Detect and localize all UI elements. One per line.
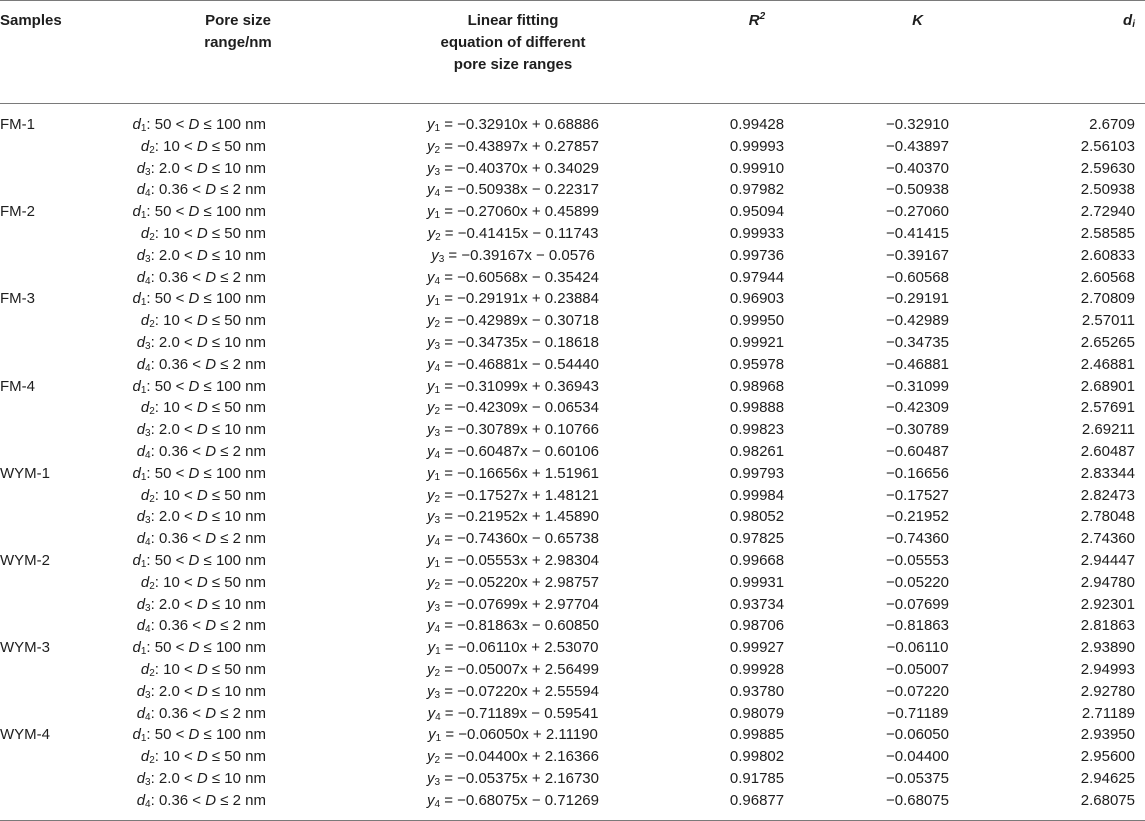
- cell-k: −0.04400: [886, 748, 949, 766]
- cell-r2: 0.97982: [729, 181, 785, 199]
- cell-pore-size-range: $d_3$: 2.0 < D ≤ 10 nm: [136, 682, 266, 701]
- table-row: [0, 288, 1145, 310]
- cell-di: 2.71189: [1081, 704, 1135, 722]
- cell-r2: 0.97944: [729, 268, 785, 286]
- cell-equation: $y_1 = -0.06050x + 2.11190$: [428, 726, 598, 745]
- header-samples: Samples: [0, 1, 118, 104]
- table-row: [0, 528, 1145, 550]
- cell-r2: 0.99931: [729, 573, 785, 591]
- cell-equation: $y_4 = -0.81863x - 0.60850$: [427, 617, 599, 636]
- cell-sample: [0, 768, 118, 790]
- cell-di: 2.72940: [1080, 203, 1135, 221]
- table-row: [0, 158, 1145, 180]
- cell-pore-size-range: $d_1$: 50 < D ≤ 100 nm: [132, 551, 266, 570]
- cell-r2: 0.99928: [729, 660, 785, 678]
- cell-sample: [0, 506, 118, 528]
- cell-r2: 0.99888: [729, 399, 785, 417]
- cell-sample: [0, 245, 118, 267]
- header-di-text: $d_i$: [1123, 12, 1135, 30]
- cell-sample: [0, 441, 118, 463]
- table-row: [0, 376, 1145, 398]
- cell-sample: FM-3: [0, 290, 35, 308]
- table-row: [0, 615, 1145, 637]
- table-row: [0, 419, 1145, 441]
- cell-k: −0.46881: [886, 355, 949, 373]
- cell-r2: 0.99927: [729, 639, 785, 657]
- cell-r2: 0.99933: [729, 224, 785, 242]
- cell-r2: 0.95978: [729, 355, 785, 373]
- cell-r2: 0.98706: [729, 617, 785, 635]
- cell-k: −0.05220: [886, 573, 949, 591]
- cell-equation: $y_4 = -0.60568x - 0.35424$: [427, 268, 599, 287]
- table-body: [0, 104, 1145, 821]
- cell-di: 2.68075: [984, 790, 1145, 820]
- cell-di: 2.94625: [1080, 769, 1135, 787]
- cell-sample: FM-4: [0, 377, 35, 395]
- header-r2: [668, 1, 826, 104]
- table-row: [0, 397, 1145, 419]
- cell-sample: [0, 703, 118, 725]
- cell-pore-size-range: $d_3$: 2.0 < D ≤ 10 nm: [136, 333, 266, 352]
- cell-k: −0.50938: [886, 181, 949, 199]
- table-row: [0, 310, 1145, 332]
- header-row: [0, 1, 1145, 104]
- cell-r2: 0.98052: [729, 508, 785, 526]
- cell-equation: $y_3 = -0.30789x + 0.10766$: [427, 421, 599, 440]
- cell-pore-size-range: $d_1$: 50 < D ≤ 100 nm: [132, 203, 266, 222]
- cell-k: −0.81863: [886, 617, 949, 635]
- cell-sample: [0, 136, 118, 158]
- cell-equation: $y_1 = -0.29191x + 0.23884$: [427, 290, 599, 309]
- cell-di: 2.92301: [1080, 595, 1135, 613]
- cell-sample: FM-2: [0, 203, 35, 221]
- table-row: [0, 485, 1145, 507]
- table-row: [0, 136, 1145, 158]
- cell-k: −0.31099: [886, 377, 949, 395]
- cell-pore-size-range: $d_1$: 50 < D ≤ 100 nm: [132, 464, 266, 483]
- table-row: [0, 245, 1145, 267]
- cell-sample: WYM-4: [0, 726, 50, 744]
- cell-r2: 0.99984: [729, 486, 785, 504]
- cell-k: −0.05375: [886, 769, 949, 787]
- cell-pore-size-range: $d_1$: 50 < D ≤ 100 nm: [132, 726, 266, 745]
- cell-r2: 0.93780: [729, 682, 785, 700]
- cell-k: −0.71189: [886, 704, 949, 722]
- cell-pore-size-range: $d_4$: 0.36 < D ≤ 2 nm: [136, 355, 266, 374]
- cell-r2: 0.93734: [729, 595, 785, 613]
- cell-r2: 0.98261: [729, 442, 785, 460]
- header-di: [984, 1, 1145, 104]
- cell-sample: [0, 746, 118, 768]
- cell-equation: $y_3 = -0.07699x + 2.97704$: [427, 595, 599, 614]
- cell-r2: 0.99802: [729, 748, 785, 766]
- cell-pore-size-range: $d_1$: 50 < D ≤ 100 nm: [132, 290, 266, 309]
- cell-r2: 0.99668: [729, 551, 785, 569]
- cell-sample: [0, 615, 118, 637]
- cell-r2: 0.99921: [729, 333, 785, 351]
- cell-r2: 0.96903: [729, 290, 785, 308]
- table-row: [0, 267, 1145, 289]
- cell-k: −0.74360: [886, 530, 949, 548]
- cell-equation: $y_3 = -0.34735x - 0.18618$: [427, 333, 599, 352]
- cell-di: 2.93890: [1080, 639, 1135, 657]
- cell-k: −0.34735: [886, 333, 949, 351]
- cell-di: 2.70809: [1080, 290, 1135, 308]
- cell-k: −0.40370: [886, 159, 949, 177]
- cell-sample: [0, 419, 118, 441]
- cell-k: −0.60487: [886, 442, 949, 460]
- cell-r2: 0.98079: [729, 704, 785, 722]
- cell-equation: $y_1 = -0.27060x + 0.45899$: [427, 203, 599, 222]
- table-row: [0, 746, 1145, 768]
- cell-di: 2.94993: [1080, 660, 1135, 678]
- cell-k: −0.32910: [886, 116, 949, 133]
- cell-r2: 0.98968: [729, 377, 785, 395]
- cell-sample: [0, 354, 118, 376]
- cell-di: 2.94780: [1080, 573, 1135, 591]
- cell-pore-size-range: $d_3$: 2.0 < D ≤ 10 nm: [136, 508, 266, 527]
- cell-pore-size-range: $d_1$: 50 < D ≤ 100 nm: [132, 639, 266, 658]
- cell-r2: 0.96877: [668, 790, 826, 820]
- table-row: [0, 790, 1145, 820]
- header-r2-text: $R^2$: [748, 11, 766, 29]
- table-row: [0, 768, 1145, 790]
- cell-pore-size-range: $d_1$: 50 < D ≤ 100 nm: [132, 377, 266, 396]
- table-row: [0, 550, 1145, 572]
- cell-k: −0.41415: [886, 224, 949, 242]
- cell-r2: 0.97825: [729, 530, 785, 548]
- cell-di: 2.50938: [1080, 181, 1135, 199]
- table-row: [0, 572, 1145, 594]
- cell-di: 2.58585: [1080, 224, 1135, 242]
- cell-equation: $y_4 = -0.46881x - 0.54440$: [427, 355, 599, 374]
- table-row: [0, 332, 1145, 354]
- cell-di: 2.60833: [1080, 246, 1135, 264]
- cell-sample: [0, 790, 118, 820]
- cell-sample: WYM-1: [0, 464, 50, 482]
- cell-sample: FM-1: [0, 116, 35, 133]
- cell-sample: [0, 485, 118, 507]
- cell-equation: $y_3 = -0.05375x + 2.16730$: [427, 769, 599, 788]
- cell-di: 2.92780: [1080, 682, 1135, 700]
- cell-k: −0.05007: [886, 660, 949, 678]
- header-k-text: K: [912, 12, 923, 29]
- cell-k: −0.06110: [886, 639, 949, 657]
- cell-pore-size-range: $d_2$: 10 < D ≤ 50 nm: [140, 573, 266, 592]
- table-row: [0, 681, 1145, 703]
- cell-sample: [0, 332, 118, 354]
- cell-r2: 0.99885: [729, 726, 785, 744]
- table-row: [0, 441, 1145, 463]
- cell-sample: [0, 681, 118, 703]
- table-row: [0, 506, 1145, 528]
- cell-equation: $y_3 = -0.07220x + 2.55594$: [427, 682, 599, 701]
- cell-equation: $y_4 = -0.74360x - 0.65738$: [427, 530, 599, 549]
- cell-equation: $y_1 = -0.06110x + 2.53070$: [427, 639, 599, 658]
- cell-pore-size-range: $d_4$: 0.36 < D ≤ 2 nm: [136, 704, 266, 723]
- cell-pore-size-range: $d_3$: 2.0 < D ≤ 10 nm: [136, 246, 266, 265]
- cell-equation: $y_2 = -0.05220x + 2.98757$: [427, 573, 599, 592]
- cell-pore-size-range: $d_4$: 0.36 < D ≤ 2 nm: [136, 268, 266, 287]
- cell-sample: [0, 594, 118, 616]
- cell-di: 2.65265: [1080, 333, 1135, 351]
- cell-equation: $y_2 = -0.42989x - 0.30718$: [427, 312, 599, 331]
- cell-di: 2.94447: [1080, 551, 1135, 569]
- cell-equation: $y_3 = -0.21952x + 1.45890$: [427, 508, 599, 527]
- cell-sample: [0, 179, 118, 201]
- table-row: [0, 703, 1145, 725]
- cell-equation: $y_2 = -0.17527x + 1.48121$: [427, 486, 599, 505]
- cell-equation: $y_4 = -0.68075x - 0.71269$: [358, 790, 668, 820]
- cell-di: 2.95600: [1080, 748, 1135, 766]
- cell-pore-size-range: $d_4$: 0.36 < D ≤ 2 nm: [136, 181, 266, 200]
- cell-k: −0.42989: [886, 312, 949, 330]
- cell-equation: $y_1 = -0.31099x + 0.36943$: [427, 377, 599, 396]
- header-pore-size-range: Pore size range/nm: [118, 1, 358, 104]
- cell-sample: [0, 397, 118, 419]
- cell-equation: $y_2 = -0.05007x + 2.56499$: [427, 660, 599, 679]
- cell-di: 2.57691: [1080, 399, 1135, 417]
- cell-sample: [0, 572, 118, 594]
- cell-pore-size-range: $d_4$: 0.36 < D ≤ 2 nm: [136, 442, 266, 461]
- cell-pore-size-range: $d_3$: 2.0 < D ≤ 10 nm: [136, 159, 266, 178]
- cell-di: 2.74360: [1080, 530, 1135, 548]
- cell-di: 2.69211: [1081, 421, 1135, 439]
- cell-di: 2.60568: [1080, 268, 1135, 286]
- cell-k: −0.39167: [886, 246, 949, 264]
- cell-di: 2.60487: [1080, 442, 1135, 460]
- cell-equation: $y_4 = -0.60487x - 0.60106$: [427, 442, 599, 461]
- cell-di: 2.83344: [1080, 464, 1135, 482]
- cell-sample: [0, 528, 118, 550]
- table-row: [0, 104, 1145, 136]
- cell-k: −0.16656: [886, 464, 949, 482]
- cell-sample: WYM-2: [0, 551, 50, 569]
- cell-k: −0.07699: [886, 595, 949, 613]
- header-k: [826, 1, 984, 104]
- table-row: [0, 594, 1145, 616]
- cell-equation: $y_4 = -0.50938x - 0.22317$: [427, 181, 599, 200]
- cell-pore-size-range: $d_2$: 10 < D ≤ 50 nm: [140, 748, 266, 767]
- cell-equation: $y_2 = -0.04400x + 2.16366$: [427, 748, 599, 767]
- cell-equation: $y_1 = -0.16656x + 1.51961$: [427, 464, 599, 483]
- cell-equation: $y_2 = -0.43897x + 0.27857$: [427, 137, 599, 156]
- cell-k: −0.60568: [886, 268, 949, 286]
- table-row: [0, 354, 1145, 376]
- cell-pore-size-range: $d_1$: 50 < D ≤ 100 nm: [132, 116, 266, 134]
- table-row: [0, 463, 1145, 485]
- cell-di: 2.93950: [1080, 726, 1135, 744]
- cell-k: −0.05553: [886, 551, 949, 569]
- cell-k: −0.21952: [886, 508, 949, 526]
- cell-sample: [0, 659, 118, 681]
- table-row: [0, 223, 1145, 245]
- cell-sample: [0, 310, 118, 332]
- table-row: [0, 724, 1145, 746]
- cell-pore-size-range: $d_2$: 10 < D ≤ 50 nm: [140, 486, 266, 505]
- cell-sample: WYM-3: [0, 639, 50, 657]
- cell-equation: $y_2 = -0.42309x - 0.06534$: [427, 399, 599, 418]
- cell-di: 2.56103: [1080, 137, 1135, 155]
- cell-k: −0.68075: [826, 790, 984, 820]
- cell-pore-size-range: $d_2$: 10 < D ≤ 50 nm: [140, 399, 266, 418]
- table-row: [0, 659, 1145, 681]
- cell-r2: 0.95094: [729, 203, 785, 221]
- cell-di: 2.59630: [1080, 159, 1135, 177]
- cell-pore-size-range: $d_3$: 2.0 < D ≤ 10 nm: [136, 595, 266, 614]
- cell-r2: 0.99950: [729, 312, 785, 330]
- cell-equation: $y_3 = -0.39167x - 0.0576$: [431, 246, 595, 265]
- cell-k: −0.42309: [886, 399, 949, 417]
- cell-pore-size-range: $d_2$: 10 < D ≤ 50 nm: [140, 224, 266, 243]
- cell-r2: 0.99910: [729, 159, 785, 177]
- cell-di: 2.68901: [1080, 377, 1135, 395]
- cell-equation: $y_2 = -0.41415x - 0.11743$: [427, 224, 599, 243]
- cell-di: 2.46881: [1080, 355, 1135, 373]
- cell-pore-size-range: $d_4$: 0.36 < D ≤ 2 nm: [136, 617, 266, 636]
- cell-di: 2.6709: [1089, 116, 1135, 133]
- cell-pore-size-range: $d_2$: 10 < D ≤ 50 nm: [140, 137, 266, 156]
- cell-r2: 0.99823: [729, 421, 785, 439]
- cell-r2: 0.99793: [729, 464, 785, 482]
- cell-k: −0.07220: [886, 682, 949, 700]
- cell-k: −0.17527: [886, 486, 949, 504]
- cell-pore-size-range: $d_3$: 2.0 < D ≤ 10 nm: [136, 769, 266, 788]
- table-row: [0, 637, 1145, 659]
- cell-r2: 0.99428: [729, 116, 785, 133]
- cell-di: 2.81863: [1080, 617, 1135, 635]
- cell-di: 2.78048: [1080, 508, 1135, 526]
- cell-di: 2.82473: [1080, 486, 1135, 504]
- cell-k: −0.06050: [886, 726, 949, 744]
- table-row: [0, 201, 1145, 223]
- cell-pore-size-range: $d_4$: 0.36 < D ≤ 2 nm: [136, 530, 266, 549]
- cell-sample: [0, 223, 118, 245]
- cell-k: −0.43897: [886, 137, 949, 155]
- cell-pore-size-range: $d_3$: 2.0 < D ≤ 10 nm: [136, 421, 266, 440]
- cell-k: −0.30789: [886, 421, 949, 439]
- cell-pore-size-range: $d_2$: 10 < D ≤ 50 nm: [140, 660, 266, 679]
- cell-equation: $y_4 = -0.71189x - 0.59541$: [427, 704, 599, 723]
- cell-pore-size-range: $d_4$: 0.36 < D ≤ 2 nm: [118, 790, 358, 820]
- cell-r2: 0.99993: [729, 137, 785, 155]
- cell-k: −0.27060: [886, 203, 949, 221]
- cell-k: −0.29191: [886, 290, 949, 308]
- cell-sample: [0, 267, 118, 289]
- cell-equation: $y_3 = -0.40370x + 0.34029$: [427, 159, 599, 178]
- cell-pore-size-range: $d_2$: 10 < D ≤ 50 nm: [140, 312, 266, 331]
- cell-equation: $y_1 = -0.32910x + 0.68886$: [427, 116, 599, 134]
- cell-sample: [0, 158, 118, 180]
- cell-di: 2.57011: [1081, 312, 1135, 330]
- header-equation: Linear fitting equation of different pore size ranges: [358, 1, 668, 104]
- cell-r2: 0.91785: [729, 769, 785, 787]
- cell-r2: 0.99736: [729, 246, 785, 264]
- table-row: [0, 179, 1145, 201]
- cell-equation: $y_1 = -0.05553x + 2.98304$: [427, 551, 599, 570]
